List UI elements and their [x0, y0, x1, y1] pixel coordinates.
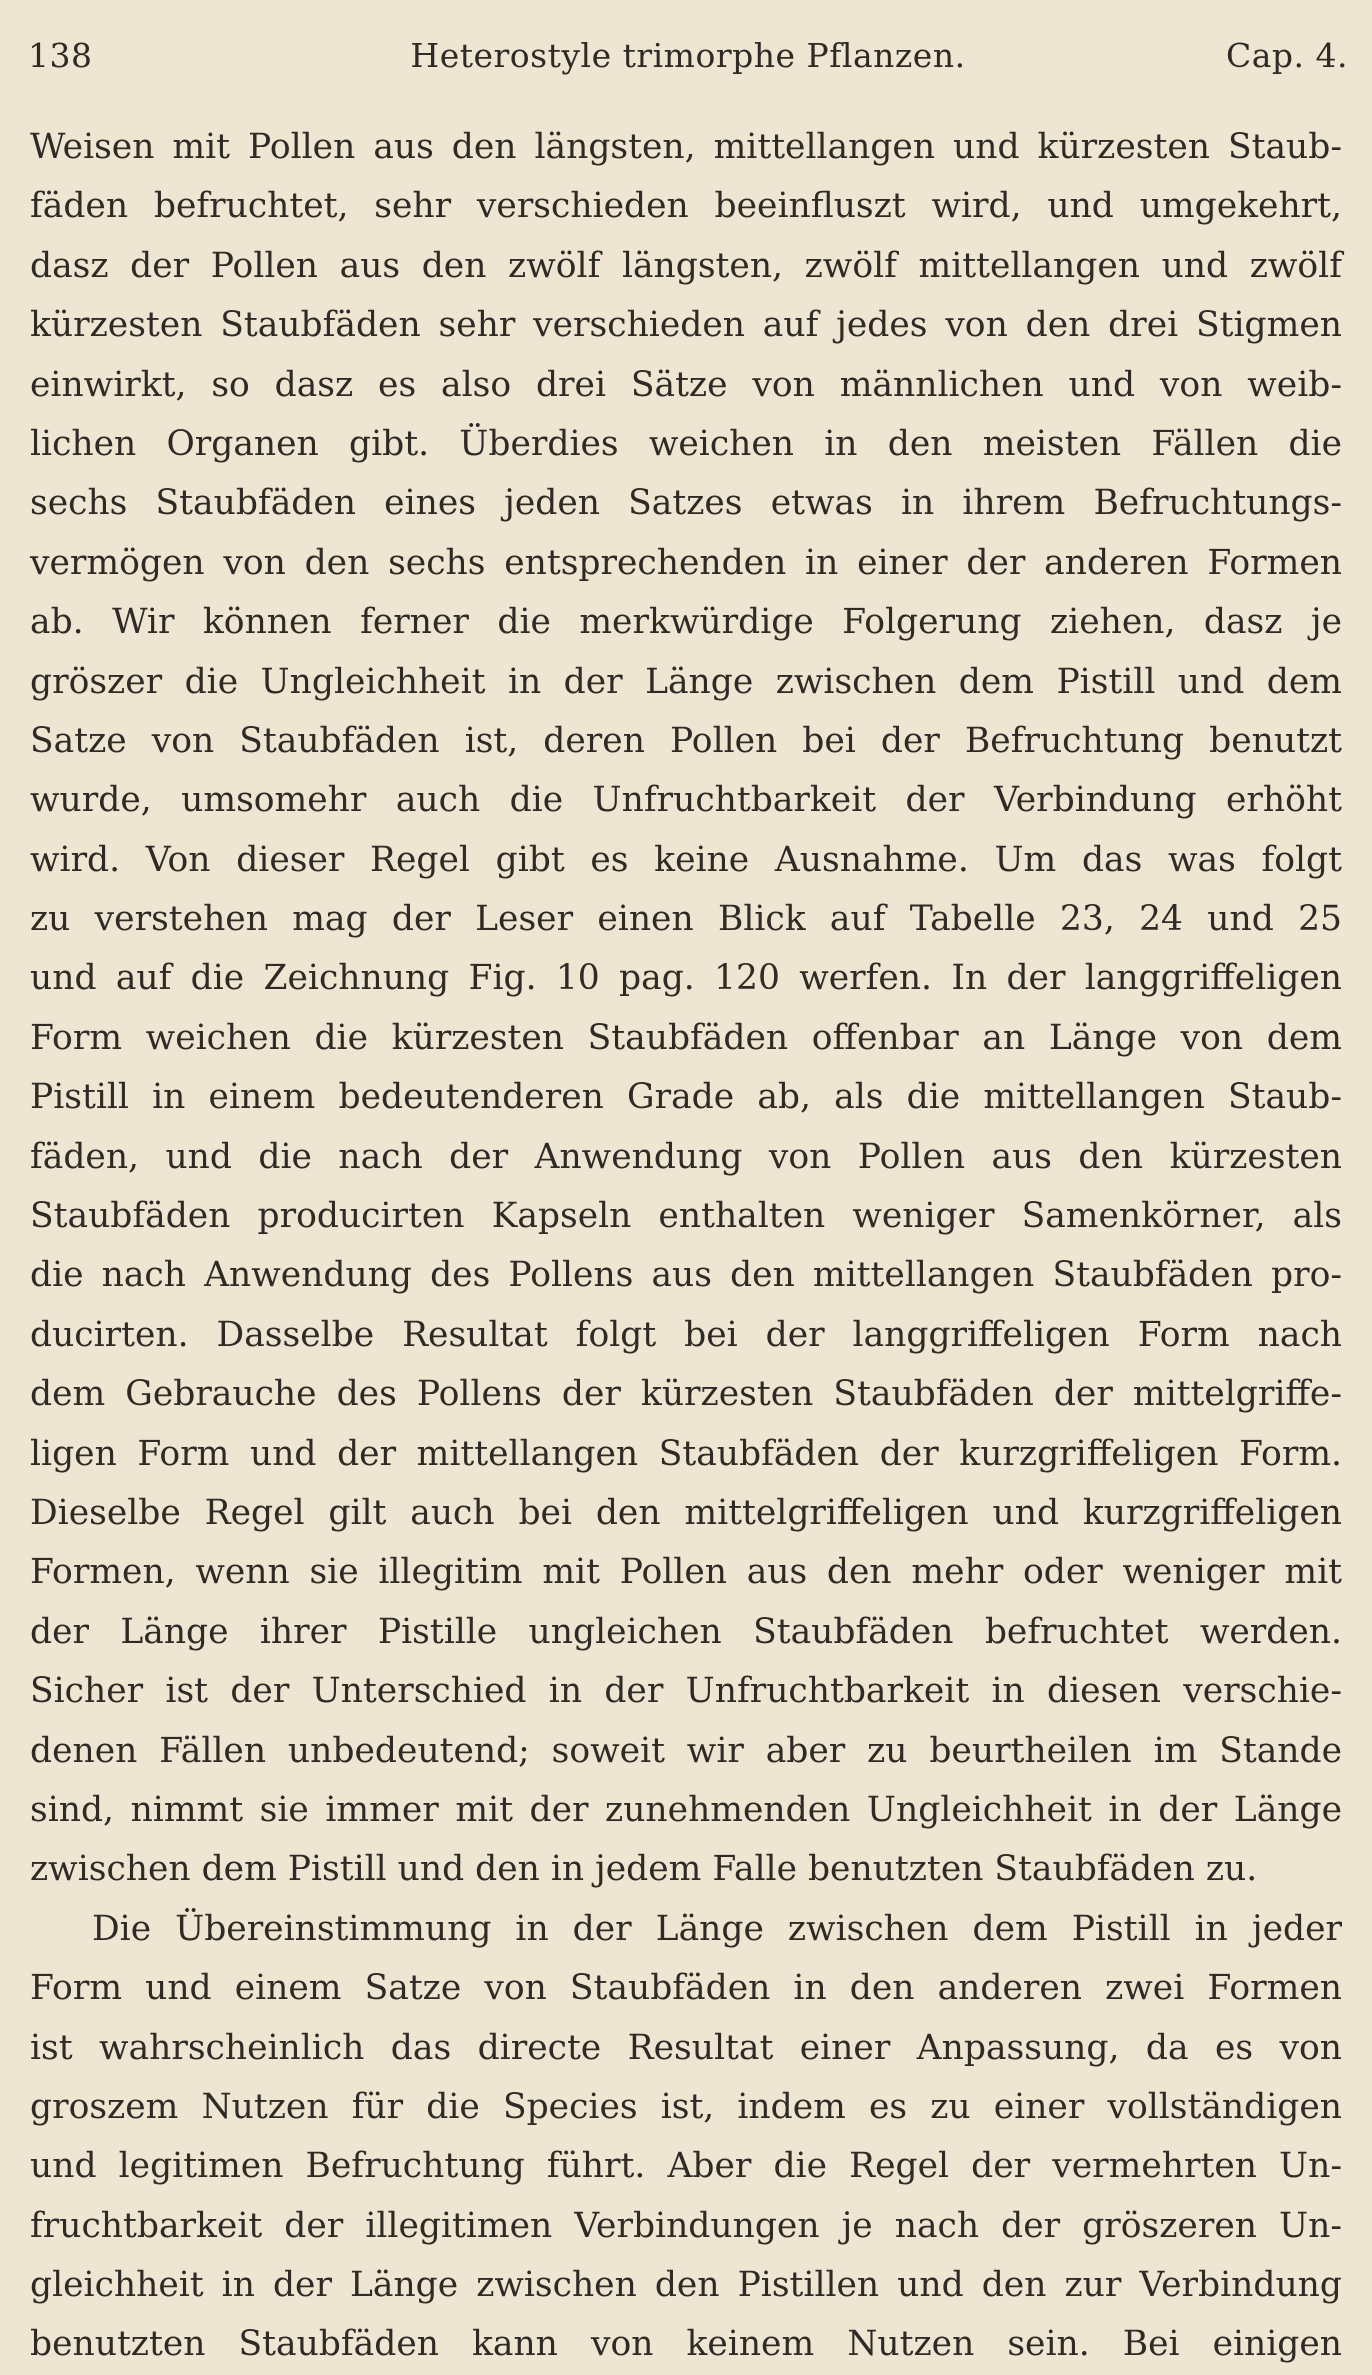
- text-line: lichen Organen gibt. Überdies weichen in den meisten Fällen die: [30, 423, 1342, 464]
- text-line: einwirkt, so dasz es also drei Sätze von männlichen und von weib-: [30, 364, 1342, 405]
- text-line: und legitimen Befruchtung führt. Aber die Regel der vermehrten Un-: [30, 2146, 1342, 2187]
- text-line: Sicher ist der Unterschied in der Unfruchtbarkeit in diesen verschie-: [30, 1671, 1342, 1712]
- text-line: gröszer die Ungleichheit in der Länge zwischen dem Pistill und dem: [30, 661, 1342, 702]
- text-line: Staubfäden producirten Kapseln enthalten weniger Samenkörner, als: [30, 1196, 1342, 1237]
- text-line: Form weichen die kürzesten Staubfäden offenbar an Länge von dem: [30, 1017, 1342, 1058]
- paragraph: [30, 1900, 1342, 2375]
- text-line: Weisen mit Pollen aus den längsten, mittellangen und kürzesten Staub-: [30, 127, 1342, 167]
- page-number: 138: [28, 36, 93, 75]
- text-line: zwischen dem Pistill und den in jedem Falle benutzten Staubfäden zu.: [30, 1849, 1258, 1890]
- text-line: Satze von Staubfäden ist, deren Pollen bei der Befruchtung benutzt: [30, 720, 1342, 761]
- text-line: sechs Staubfäden eines jeden Satzes etwas in ihrem Befruchtungs-: [30, 483, 1342, 524]
- text-line: vermögen von den sechs entsprechenden in einer der anderen Formen: [30, 542, 1342, 583]
- text-line: ligen Form und der mittellangen Staubfäden der kurzgriffeligen Form.: [30, 1433, 1342, 1474]
- text-line: fruchtbarkeit der illegitimen Verbindungen je nach der gröszeren Un-: [30, 2205, 1342, 2246]
- text-line: Die Übereinstimmung in der Länge zwischen dem Pistill in jeder: [92, 1908, 1342, 1949]
- text-line: fäden befruchtet, sehr verschieden beeinfluszt wird, und umgekehrt,: [30, 186, 1342, 227]
- text-line: wurde, umsomehr auch die Unfruchtbarkeit der Verbindung erhöht: [30, 780, 1342, 821]
- running-title: Heterostyle trimorphe Pflanzen.: [410, 36, 966, 75]
- text-line: Form und einem Satze von Staubfäden in den anderen zwei Formen: [30, 1968, 1342, 2009]
- text-line: groszem Nutzen für die Species ist, indem es zu einer vollständigen: [30, 2086, 1342, 2127]
- text-line: ducirten. Dasselbe Resultat folgt bei der langgriffeligen Form nach: [30, 1314, 1342, 1355]
- text-line: wird. Von dieser Regel gibt es keine Ausnahme. Um das was folgt: [30, 839, 1342, 880]
- body-text: [30, 118, 1342, 2375]
- text-line: der Länge ihrer Pistille ungleichen Staubfäden befruchtet werden.: [30, 1611, 1342, 1652]
- text-line: dem Gebrauche des Pollens der kürzesten Staubfäden der mittelgriffe-: [30, 1374, 1342, 1415]
- text-line: fäden, und die nach der Anwendung von Pollen aus den kürzesten: [30, 1136, 1342, 1177]
- text-line: ab. Wir können ferner die merkwürdige Folgerung ziehen, dasz je: [30, 602, 1342, 643]
- text-line: dasz der Pollen aus den zwölf längsten, zwölf mittellangen und zwölf: [30, 245, 1342, 286]
- text-line: kürzesten Staubfäden sehr verschieden auf jedes von den drei Stigmen: [30, 305, 1342, 346]
- text-line: Pistill in einem bedeutenderen Grade ab, als die mittellangen Staub-: [30, 1077, 1342, 1118]
- paragraph: [30, 118, 1342, 1900]
- text-line: ist wahrscheinlich das directe Resultat einer Anpassung, da es von: [30, 2027, 1342, 2068]
- text-line: zu verstehen mag der Leser einen Blick auf Tabelle 23, 24 und 25: [30, 899, 1342, 940]
- text-line: gleichheit in der Länge zwischen den Pistillen und den zur Verbindung: [30, 2265, 1342, 2306]
- text-line: sind, nimmt sie immer mit der zunehmenden Ungleichheit in der Länge: [30, 1789, 1342, 1830]
- chapter-label: Cap. 4.: [1225, 36, 1348, 75]
- text-line: Formen, wenn sie illegitim mit Pollen aus den mehr oder weniger mit: [30, 1552, 1342, 1593]
- text-line: und auf die Zeichnung Fig. 10 pag. 120 werfen. In der langgriffeligen: [30, 958, 1342, 999]
- text-line: benutzten Staubfäden kann von keinem Nutzen sein. Bei einigen: [30, 2324, 1342, 2365]
- text-line: die nach Anwendung des Pollens aus den mittellangen Staubfäden pro-: [30, 1255, 1342, 1296]
- text-line: denen Fällen unbedeutend; soweit wir aber zu beurtheilen im Stande: [30, 1730, 1342, 1771]
- page-header: [28, 36, 1348, 76]
- text-line: Dieselbe Regel gilt auch bei den mittelgriffeligen und kurzgriffeligen: [30, 1492, 1342, 1533]
